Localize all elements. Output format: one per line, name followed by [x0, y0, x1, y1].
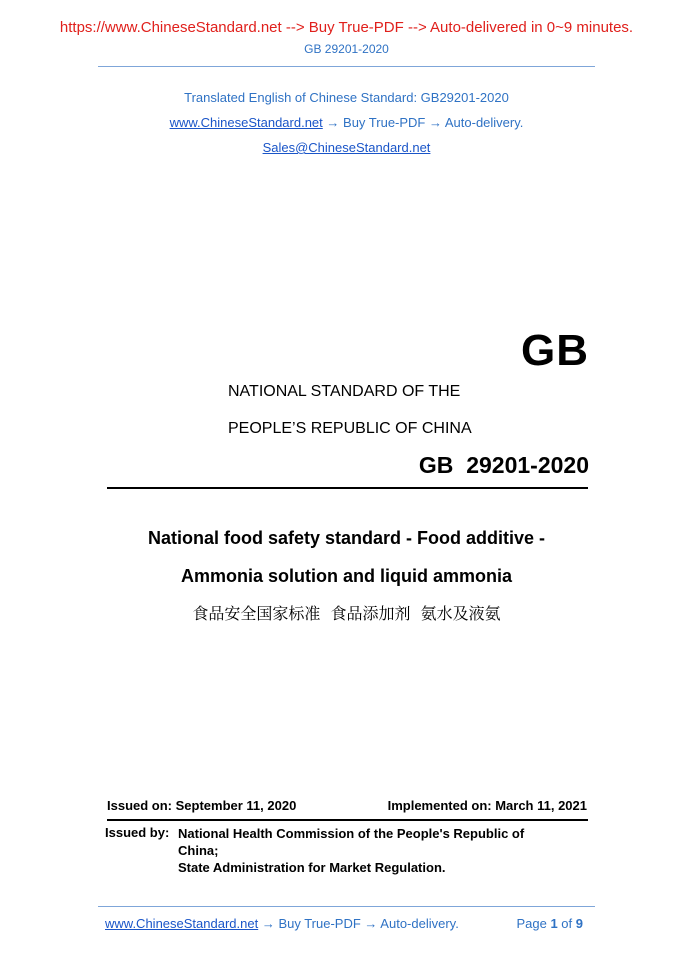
page-label: Page: [516, 916, 547, 931]
standard-number: GB 29201-2020: [418, 452, 589, 478]
footer-buy-text: → Buy True-PDF → Auto-delivery.: [261, 916, 459, 931]
sales-email-link[interactable]: Sales@ChineseStandard.net: [262, 140, 431, 155]
footer-site-link[interactable]: www.ChineseStandard.net: [105, 916, 259, 931]
national-standard-line1: NATIONAL STANDARD OF THE: [228, 383, 461, 400]
gb-mark: GB: [521, 326, 589, 375]
title-chinese: 食品安全国家标准 食品添加剂 氨水及液氨: [192, 604, 501, 623]
translation-note: Translated English of Chinese Standard: GB29201-2020: [184, 90, 509, 105]
national-standard-line2: PEOPLE’S REPUBLIC OF CHINA: [228, 420, 472, 437]
issuer-block: [178, 825, 524, 876]
translation-links-line: [0, 115, 693, 130]
footer-rule: [98, 906, 595, 907]
header-rule: [98, 66, 595, 67]
header-doc-code: GB 29201-2020: [304, 42, 389, 56]
page-current: 1: [550, 916, 558, 931]
issuer-line1: National Health Commission of the People's Republic of: [178, 826, 525, 841]
email-line: [0, 140, 693, 155]
issued-by-label: Issued by:: [105, 825, 170, 840]
issued-on-date: Issued on: September 11, 2020: [107, 798, 297, 813]
dates-rule: [107, 819, 588, 821]
implemented-on-date: Implemented on: March 11, 2021: [387, 798, 587, 813]
page-total: 9: [575, 916, 583, 931]
site-link[interactable]: www.ChineseStandard.net: [169, 115, 323, 130]
title-line1: National food safety standard - Food additive -: [147, 528, 546, 548]
issuer-line3: State Administration for Market Regulation.: [178, 860, 446, 875]
footer-links: [105, 916, 459, 931]
number-rule: [107, 487, 588, 489]
title-line2: Ammonia solution and liquid ammonia: [180, 566, 512, 586]
buy-text: → Buy True-PDF → Auto-delivery.: [326, 115, 524, 130]
top-banner-link[interactable]: https://www.ChineseStandard.net --> Buy True-PDF --> Auto-delivered in 0~9 minutes.: [59, 19, 634, 36]
page-indicator: [516, 916, 583, 931]
page-of: of: [561, 916, 573, 931]
issuer-line2: China;: [178, 843, 219, 858]
